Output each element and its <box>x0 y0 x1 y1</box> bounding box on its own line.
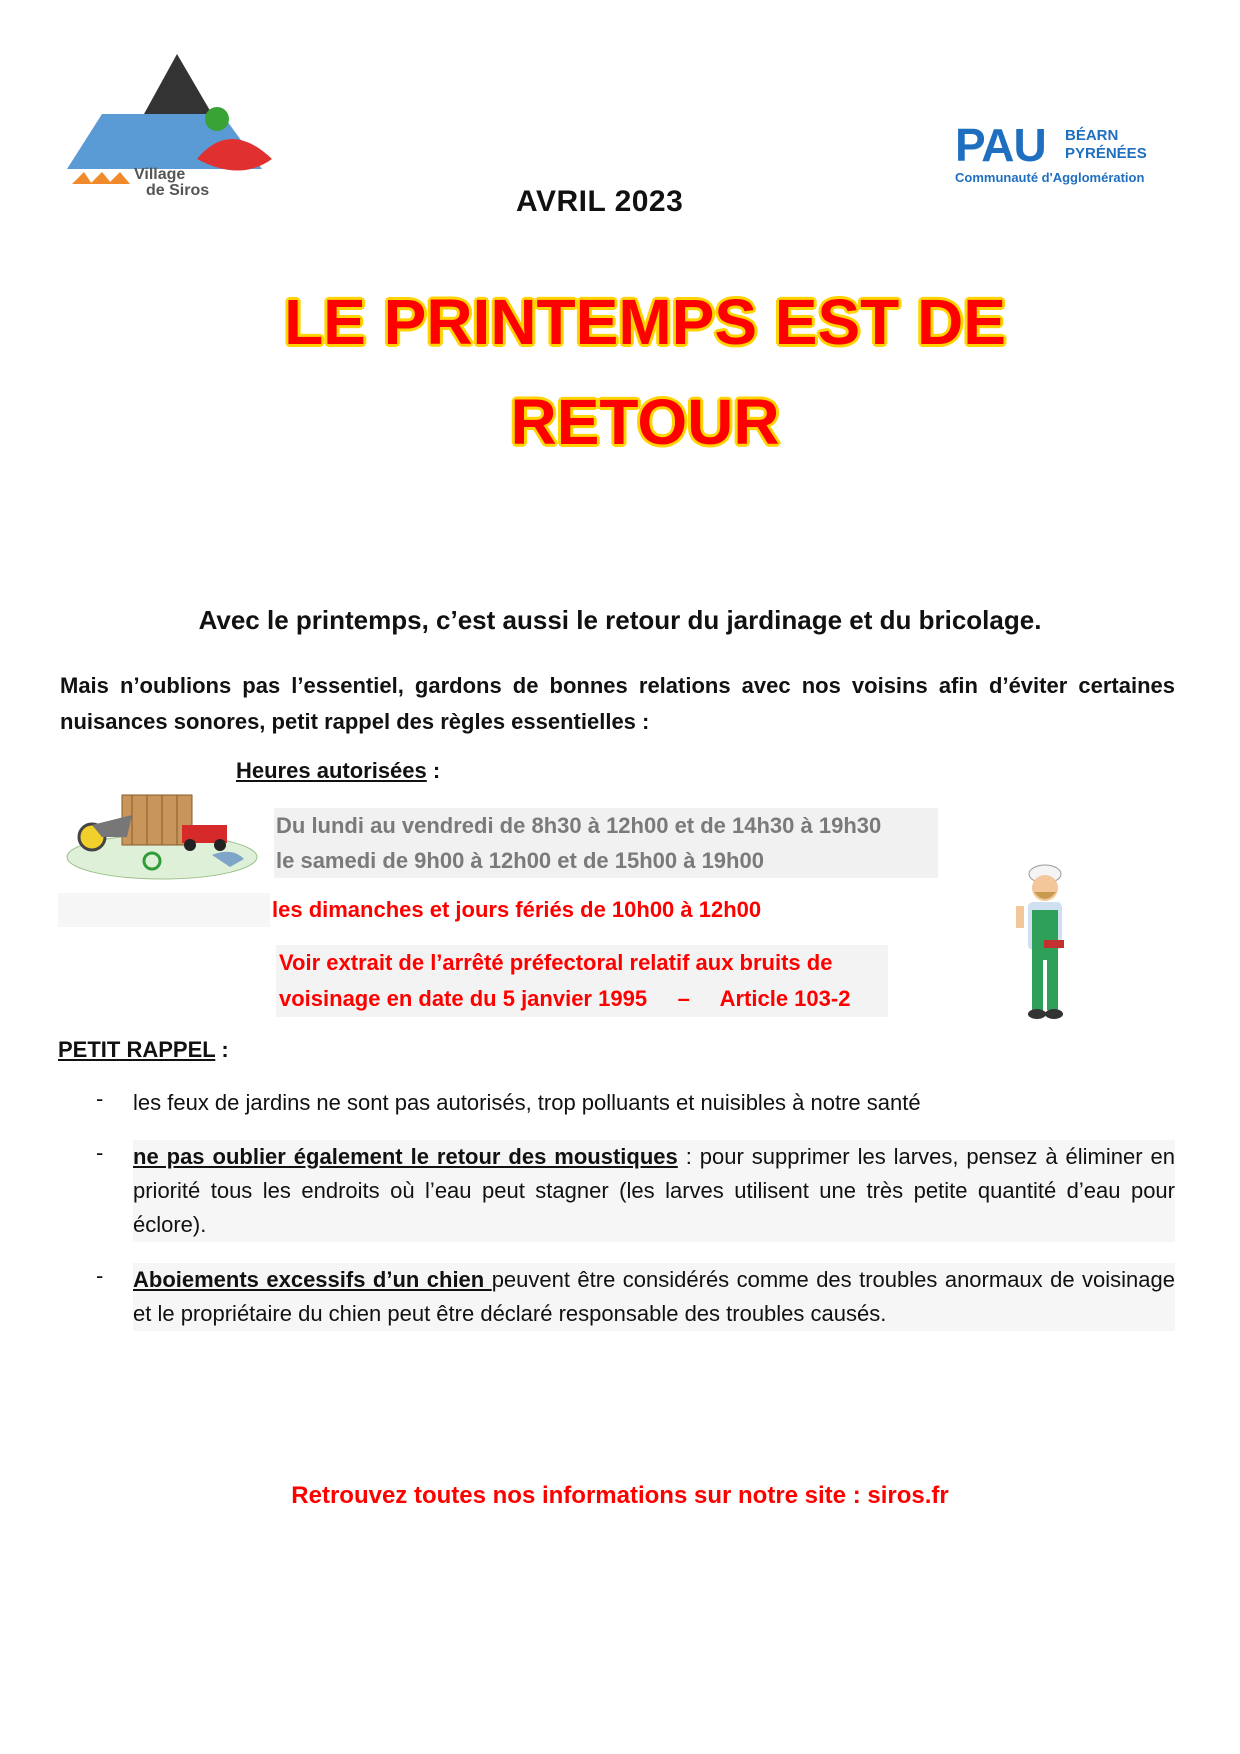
petit-rappel-colon: : <box>215 1037 229 1062</box>
authorized-hours-colon: : <box>426 758 441 783</box>
sunday-hours: les dimanches et jours fériés de 10h00 à 12h00 <box>272 897 762 922</box>
list-item-text: les feux de jardins ne sont pas autorisés, trop polluants et nuisibles à notre santé <box>133 1090 921 1115</box>
list-item-lead: Aboiements excessifs d’un chien <box>133 1267 492 1292</box>
pau-logo-pyrenees: PYRÉNÉES <box>1065 145 1147 162</box>
intro-paragraph: Mais n’oublions pas l’essentiel, gardons de bonnes relations avec nos voisins afin d’éviter certaines nuisances sonores, petit rappel des règles essentielles : <box>60 673 1175 734</box>
list-item-dog-barking <box>133 1263 1175 1331</box>
weekday-hours-block <box>274 808 938 878</box>
authorized-hours-heading <box>236 758 440 784</box>
pau-logo-subtitle: Communauté d'Agglomération <box>955 170 1145 185</box>
list-item-lead: ne pas oublier également le retour des moustiques <box>133 1144 678 1169</box>
decree-line-1: Voir extrait de l’arrêté préfectoral relatif aux bruits de <box>279 950 833 975</box>
pau-bearn-pyrenees-logo <box>955 119 1165 192</box>
footer-website-note: Retrouvez toutes nos informations sur notre site : siros.fr <box>291 1482 949 1509</box>
siros-logo-line2: de Siros <box>146 182 210 199</box>
pau-logo-main: PAU <box>955 119 1046 171</box>
intro-text: Avec le printemps, c’est aussi le retour du jardinage et du bricolage. <box>198 605 1042 635</box>
worker-illustration <box>1010 862 1080 1022</box>
pau-logo-bearn: BÉARN <box>1065 127 1119 144</box>
list-bullet: - <box>96 1086 104 1111</box>
shaded-bar <box>58 893 270 927</box>
title-line-1: LE PRINTEMPS EST DE <box>284 286 1006 358</box>
village-de-siros-logo <box>62 54 272 214</box>
list-item-text: peuvent être considérés comme des troubles anormaux de voisinage et le propriétaire du chien peut être déclaré responsable des troubles causés. <box>133 1267 1175 1326</box>
list-item-mosquitoes <box>133 1140 1175 1242</box>
list-bullet: - <box>96 1263 104 1288</box>
siros-logo-line1: Village <box>134 166 186 183</box>
list-item-text: : pour supprimer les larves, pensez à éliminer en priorité tous les endroits où l’eau peut stagner (les larves utilisent une très petite quantité d’eau pour éclore). <box>133 1144 1175 1237</box>
garden-tools-icon <box>62 775 262 885</box>
title-line-2: RETOUR <box>510 386 780 458</box>
decree-line-2: voisinage en date du 5 janvier 1995 – Article 103-2 <box>279 986 851 1011</box>
worker-icon <box>1010 862 1080 1022</box>
petit-rappel-label: PETIT RAPPEL <box>58 1037 216 1062</box>
document-date: AVRIL 2023 <box>516 185 684 218</box>
authorized-hours-label: Heures autorisées <box>236 758 427 783</box>
weekday-hours: Du lundi au vendredi de 8h30 à 12h00 et de 14h30 à 19h30 <box>276 813 882 838</box>
list-bullet: - <box>96 1140 104 1165</box>
list-item-garden-fires <box>133 1086 1175 1120</box>
saturday-hours: le samedi de 9h00 à 12h00 et de 15h00 à 19h00 <box>276 848 764 873</box>
garden-tools-illustration <box>62 775 262 885</box>
petit-rappel-heading <box>58 1037 229 1063</box>
prefectoral-decree-block <box>276 945 888 1017</box>
